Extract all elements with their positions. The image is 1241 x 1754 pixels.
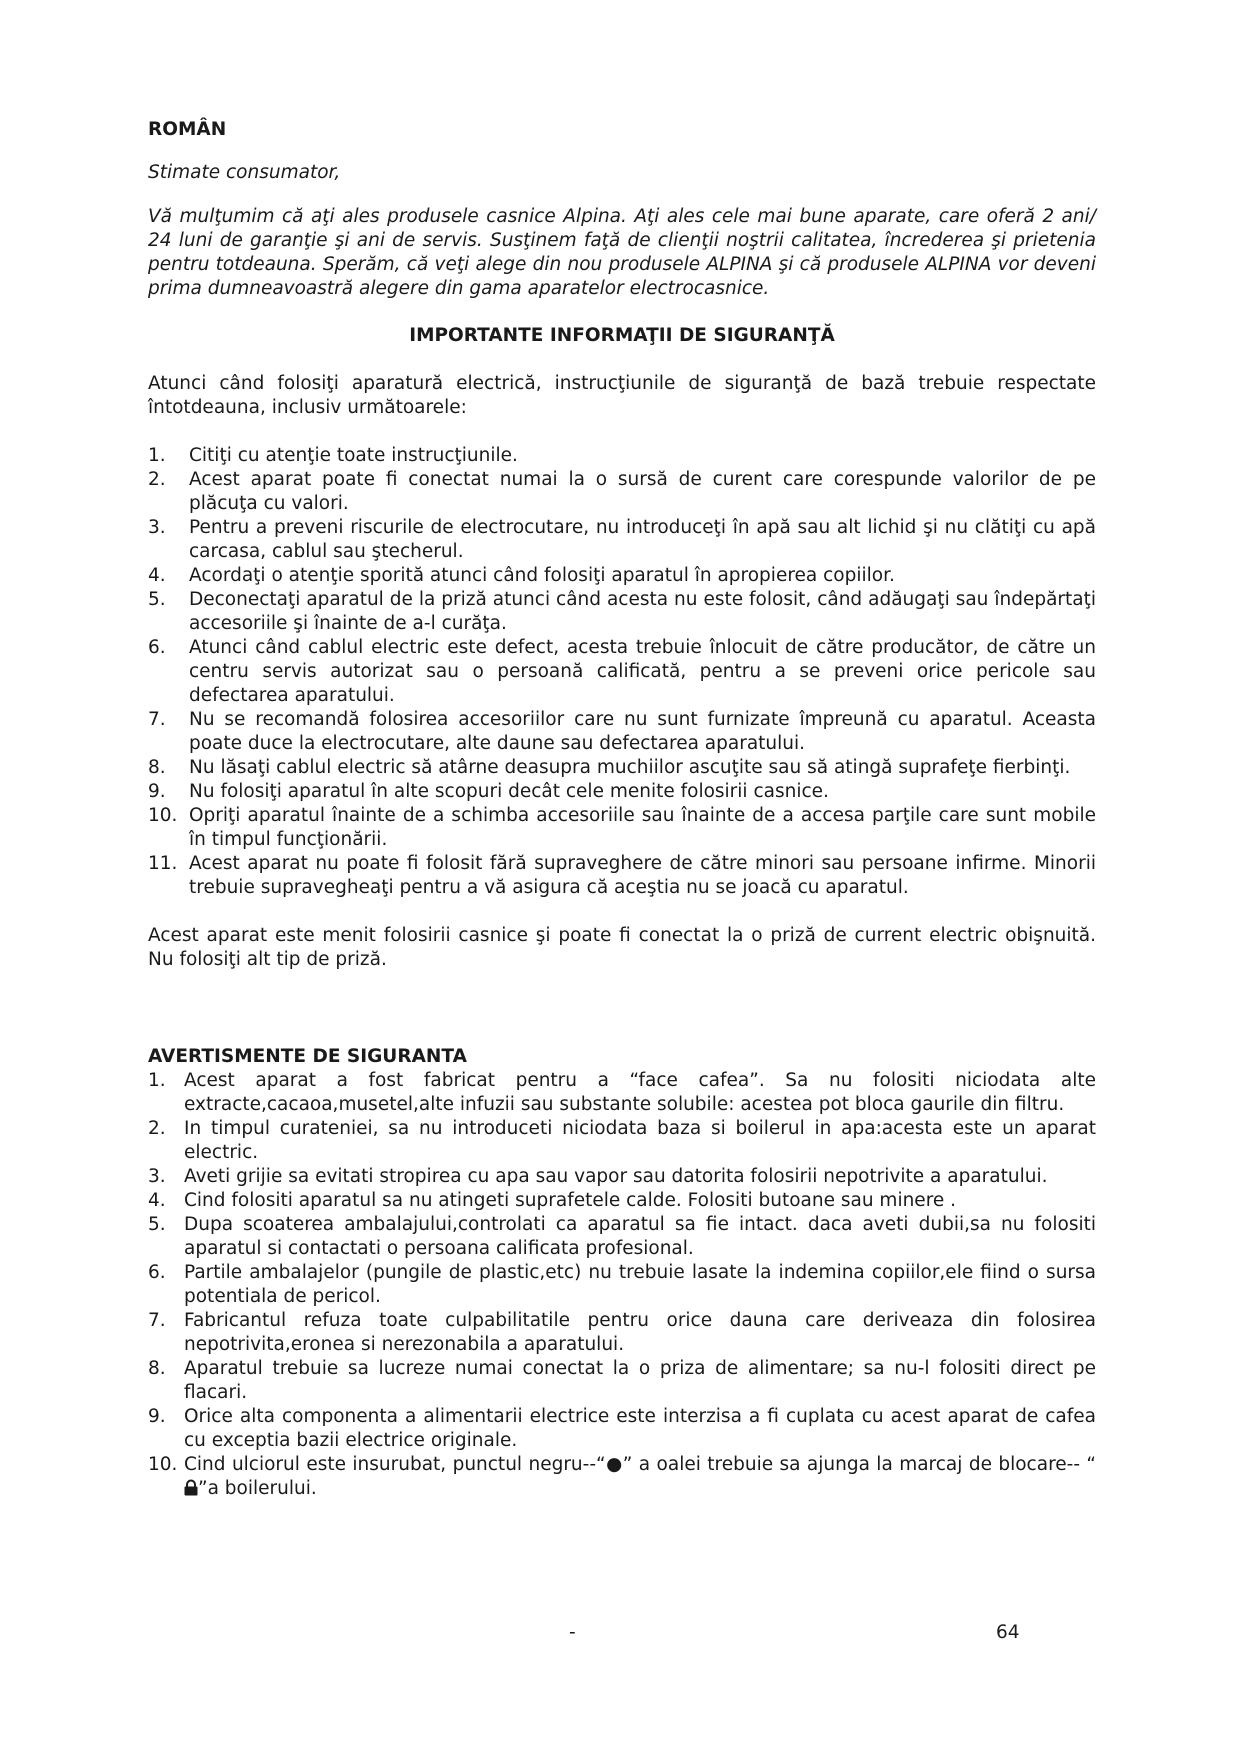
list-item	[148, 1261, 1096, 1309]
page-number: 64	[996, 1622, 1020, 1643]
list-item-number: 8.	[148, 757, 166, 778]
safety-closing: Acest aparat este menit folosirii casnice şi poate fi conectat la o priză de current electric obişnuită. Nu folosiţi alt tip de priză.	[148, 925, 1096, 970]
spacer	[148, 900, 1096, 924]
page-content	[148, 118, 1096, 1503]
list-item-number: 1.	[148, 445, 166, 466]
safety-list	[148, 444, 1096, 900]
list-item	[148, 1189, 1096, 1213]
language-heading: ROMÂN	[148, 119, 227, 140]
list-item-text	[184, 1453, 1096, 1503]
list-item-text: Partile ambalajelor (pungile de plastic,etc) nu trebuie lasate la indemina copiilor,ele fiind o sursa potentiala de pericol.	[184, 1262, 1096, 1307]
list-item-number: 5.	[148, 589, 166, 610]
list-item-text: Citiţi cu atenţie toate instrucţiunile.	[189, 445, 518, 466]
list-item-text: Aparatul trebuie sa lucreze numai conectat la o priza de alimentare; sa nu-l folositi direct pe flacari.	[184, 1358, 1096, 1403]
list-item	[148, 780, 1096, 804]
list-item-text: Nu lăsaţi cablul electric să atârne deasupra muchiilor ascuţite sau să atingă suprafeţe fierbinţi.	[189, 757, 1071, 778]
list-item-number: 2.	[148, 1118, 166, 1139]
list-item-text: Atunci când cablul electric este defect, acesta trebuie înlocuit de către producător, de către un centru servis autorizat sau o persoană calificată, pentru a se preveni orice pericole sau defectarea aparatului.	[189, 637, 1096, 706]
list-item	[148, 468, 1096, 516]
list-item	[148, 516, 1096, 564]
warnings-list	[148, 1069, 1096, 1453]
list-item-number: 6.	[148, 637, 166, 658]
list-item-text: Fabricantul refuza toate culpabilitatile pentru orice dauna care deriveaza din folosirea nepotrivita,eronea si nerezonabila a aparatului.	[184, 1310, 1096, 1355]
list-item-number: 11.	[148, 853, 178, 874]
list-item	[148, 1357, 1096, 1405]
list-item-text: Acest aparat poate fi conectat numai la o sursă de curent care corespunde valorilor de pe plăcuţa cu valori.	[189, 469, 1096, 514]
list-item	[148, 636, 1096, 708]
list-item	[148, 756, 1096, 780]
list-item	[148, 444, 1096, 468]
list-item-text: Orice alta componenta a alimentarii electrice este interzisa a fi cuplata cu acest aparat de cafea cu exceptia bazii electrice originale.	[184, 1406, 1096, 1451]
list-item-text-before: Cind ulciorul este insurubat, punctul negru--“●” a oalei trebuie sa ajunga la marcaj de blocare-- “	[184, 1454, 1096, 1475]
warnings-title: AVERTISMENTE DE SIGURANTA	[148, 1046, 467, 1067]
warnings-list-last	[148, 1453, 1096, 1503]
spacer	[148, 972, 1096, 1045]
safety-title: IMPORTANTE INFORMAŢII DE SIGURANŢĂ	[409, 325, 835, 346]
list-item-text: Cind folositi aparatul sa nu atingeti suprafetele calde. Folositi butoane sau minere .	[184, 1190, 957, 1211]
list-item-number: 5.	[148, 1214, 166, 1235]
list-item-number: 2.	[148, 469, 166, 490]
list-item-number: 10.	[148, 805, 178, 826]
spacer	[148, 420, 1096, 444]
intro-paragraph: Vă mulţumim că aţi ales produsele casnice Alpina. Aţi ales cele mai bune aparate, care oferă 2 ani/ 24 luni de garanţie şi ani de servis. Susţinem faţă de clienţii noştrii calitatea, încrederea şi prietenia pentru totdeauna. Sperăm, că veţi alege din nou produsele ALPINA şi că produsele ALPINA vor deveni prima dumneavoastră alegere din gama aparatelor electrocasnice.	[148, 206, 1096, 299]
list-item-text: Nu folosiţi aparatul în alte scopuri decât cele menite folosirii casnice.	[189, 781, 829, 802]
list-item	[148, 852, 1096, 900]
list-item	[148, 1069, 1096, 1117]
greeting: Stimate consumator,	[148, 162, 341, 183]
list-item	[148, 1405, 1096, 1453]
list-item-text: Aveti grijie sa evitati stropirea cu apa sau vapor sau datorita folosirii nepotrivite a aparatului.	[184, 1166, 1048, 1187]
list-item-text: Pentru a preveni riscurile de electrocutare, nu introduceţi în apă sau alt lichid şi nu clătiţi cu apă carcasa, cablul sau ştecherul.	[189, 517, 1096, 562]
list-item	[148, 564, 1096, 588]
list-item-number: 7.	[148, 1310, 166, 1331]
list-item	[148, 588, 1096, 636]
list-item	[148, 708, 1096, 756]
list-item-text: Nu se recomandă folosirea accesoriilor care nu sunt furnizate împreună cu aparatul. Aceasta poate duce la electrocutare, alte daune sau defectarea aparatului.	[189, 709, 1096, 754]
list-item-number: 6.	[148, 1262, 166, 1283]
list-item-number: 9.	[148, 1406, 166, 1427]
safety-lead: Atunci când folosiţi aparatură electrică, instrucţiunile de siguranţă de bază trebuie respectate întotdeauna, inclusiv următoarele:	[148, 373, 1096, 418]
list-item-text: Acordaţi o atenţie sporită atunci când folosiţi aparatul în apropierea copiilor.	[189, 565, 895, 586]
list-item	[148, 804, 1096, 852]
list-item-text: In timpul curateniei, sa nu introduceti niciodata baza si boilerul in apa:acesta este un aparat electric.	[184, 1118, 1096, 1163]
list-item-number: 7.	[148, 709, 166, 730]
list-item-text: Acest aparat a fost fabricat pentru a “face cafea”. Sa nu folositi niciodata alte extracte,cacaoa,musetel,alte infuzii sau substante solubile: acestea pot bloca gaurile din filtru.	[184, 1070, 1096, 1115]
list-item-number: 9.	[148, 781, 166, 802]
list-item	[148, 1453, 1096, 1503]
list-item-text: Dupa scoaterea ambalajului,controlati ca aparatul sa fie intact. daca aveti dubii,sa nu folositi aparatul si contactati o persoana calificata profesional.	[184, 1214, 1096, 1259]
list-item	[148, 1117, 1096, 1165]
list-item-number: 1.	[148, 1070, 166, 1091]
list-item-number: 8.	[148, 1358, 166, 1379]
list-item-text-after: ”a boilerului.	[198, 1478, 317, 1499]
list-item-number: 10.	[148, 1454, 178, 1475]
list-item	[148, 1165, 1096, 1189]
list-item-number: 4.	[148, 1190, 166, 1211]
footer-dash: -	[569, 1622, 576, 1643]
list-item-text: Deconectaţi aparatul de la priză atunci când acesta nu este folosit, când adăugaţi sau îndepărtaţi accesoriile şi înainte de a-l curăţa.	[189, 589, 1096, 634]
list-item-number: 3.	[148, 1166, 166, 1187]
list-item	[148, 1213, 1096, 1261]
lock-icon	[184, 1479, 198, 1503]
list-item-text: Acest aparat nu poate fi folosit fără supraveghere de către minori sau persoane infirme. Minorii trebuie supravegheaţi pentru a vă asigura că aceştia nu se joacă cu aparatul.	[189, 853, 1096, 898]
list-item-number: 4.	[148, 565, 166, 586]
list-item	[148, 1309, 1096, 1357]
list-item-number: 3.	[148, 517, 166, 538]
list-item-text: Opriţi aparatul înainte de a schimba accesoriile sau înainte de a accesa parţile care sunt mobile în timpul funcţionării.	[189, 805, 1096, 850]
